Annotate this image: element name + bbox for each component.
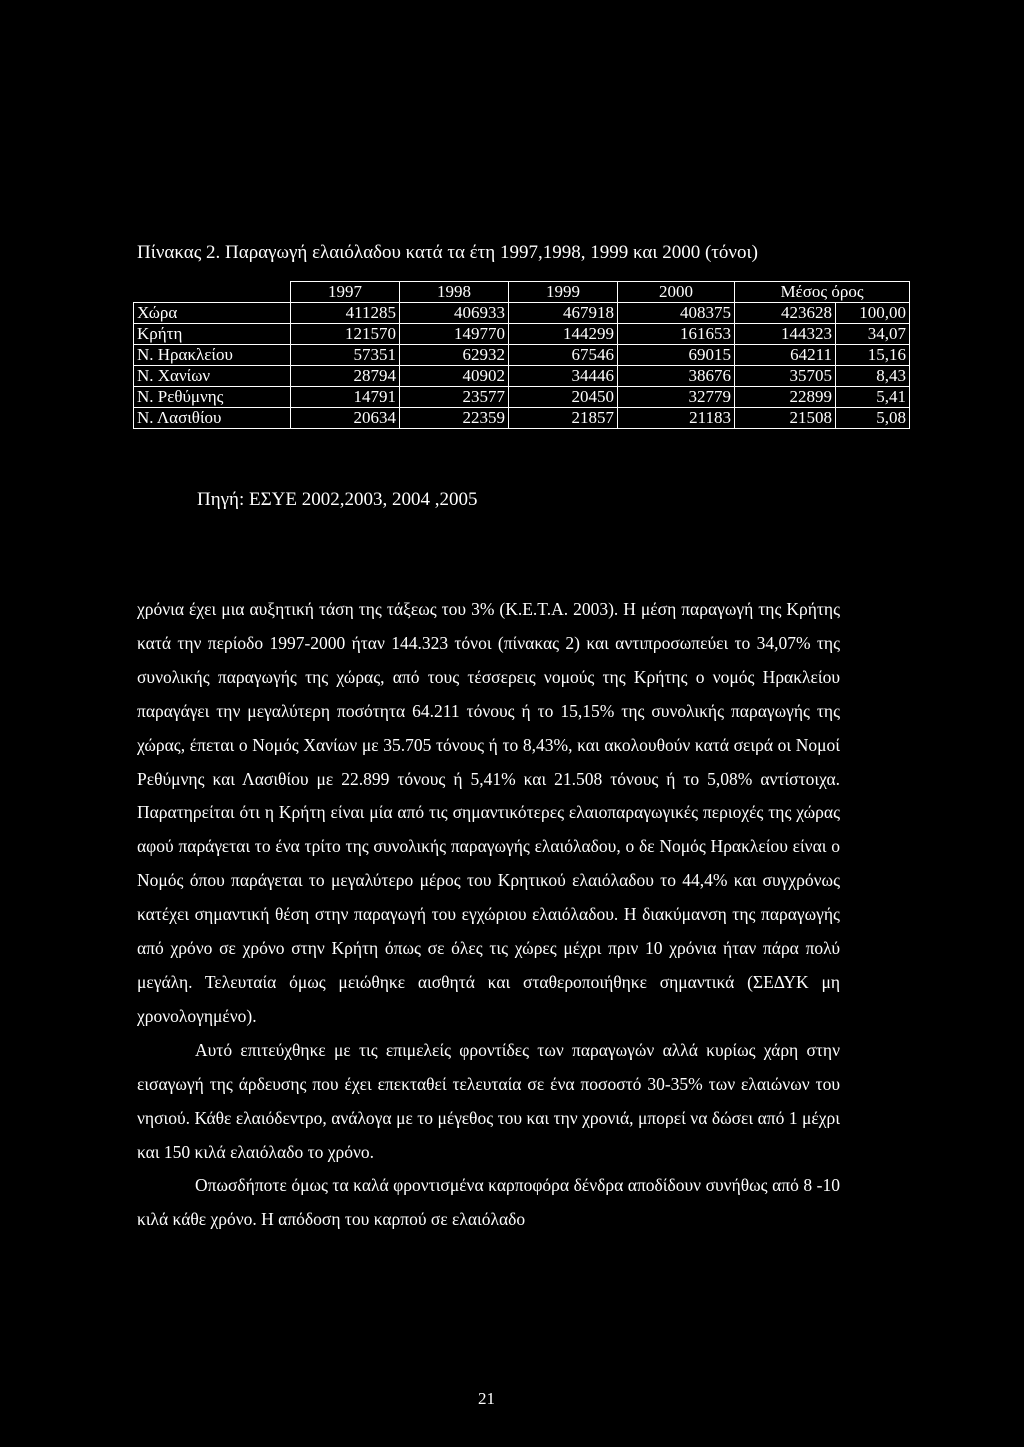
row-label: Ν. Ηρακλείου (134, 345, 291, 366)
table-row (134, 366, 910, 387)
olive-oil-production-table (133, 281, 910, 429)
cell-1997: 28794 (291, 366, 400, 387)
cell-1998: 406933 (400, 303, 509, 324)
header-year-2000: 2000 (618, 282, 735, 303)
cell-percent: 5,41 (836, 387, 910, 408)
row-label: Ν. Χανίων (134, 366, 291, 387)
cell-1999: 34446 (509, 366, 618, 387)
cell-1999: 467918 (509, 303, 618, 324)
cell-1997: 20634 (291, 408, 400, 429)
header-year-1998: 1998 (400, 282, 509, 303)
cell-2000: 21183 (618, 408, 735, 429)
cell-1997: 14791 (291, 387, 400, 408)
cell-average: 64211 (735, 345, 836, 366)
cell-1998: 62932 (400, 345, 509, 366)
table-row (134, 303, 910, 324)
table-source: Πηγή: ΕΣΥΕ 2002,2003, 2004 ,2005 (197, 489, 478, 510)
row-label: Ν. Ρεθύμνης (134, 387, 291, 408)
cell-2000: 38676 (618, 366, 735, 387)
cell-1999: 21857 (509, 408, 618, 429)
cell-average: 423628 (735, 303, 836, 324)
table-header-row (134, 282, 910, 303)
header-year-1997: 1997 (291, 282, 400, 303)
header-year-1999: 1999 (509, 282, 618, 303)
cell-average: 21508 (735, 408, 836, 429)
cell-1997: 121570 (291, 324, 400, 345)
table-row (134, 345, 910, 366)
cell-1998: 40902 (400, 366, 509, 387)
paragraph: Οπωσδήποτε όμως τα καλά φροντισμένα καρποφόρα δένδρα αποδίδουν συνήθως από 8 -10 κιλά κάθε χρόνο. Η απόδοση του καρπού σε ελαιόλαδο (137, 1175, 840, 1230)
cell-percent: 5,08 (836, 408, 910, 429)
paragraph: χρόνια έχει μια αυξητική τάση της τάξεως του 3% (Κ.Ε.Τ.Α. 2003). Η μέση παραγωγή της Κρήτης κατά την περίοδο 1997-2000 ήταν 144.323 τόνοι (πίνακας 2) και αντιπροσωπεύει το 34,07% της συνολικής παραγωγής της χώρας, από τους τέσσερεις νομούς της Κρήτης ο νομός Ηρακλείου παραγάγει την μεγαλύτερη ποσότητα 64.211 τόνους ή το 15,15% της συνολικής παραγωγής της χώρας, έπεται ο Νομός Χανίων με 35.705 τόνους ή το 8,43%, και ακολουθούν κατά σειρά οι Νομοί Ρεθύμνης και Λασιθίου με 22.899 τόνους ή 5,41% και 21.508 τόνους ή το 5,08% αντίστοιχα. Παρατηρείται ότι η Κρήτη είναι μία από τις σημαντικότερες ελαιοπαραγωγικές περιοχές της χώρας αφού παράγεται το ένα τρίτο της συνολικής παραγωγής ελαιόλαδου, ο δε Νομός Ηρακλείου είναι ο Νομός όπου παράγεται το μεγαλύτερο μέρος του Κρητικού ελαιόλαδου το 44,4% και συγχρόνως κατέχει σημαντική θέση στην παραγωγή του εγχώριου ελαιόλαδου. Η διακύμανση της παραγωγής από χρόνο σε χρόνο στην Κρήτη όπως σε όλες τις χώρες μέχρι πριν 10 χρόνια ήταν πάρα πολύ μεγάλη. Τελευταία όμως μειώθηκε αισθητά και σταθεροποιήθηκε σημαντικά (ΣΕΔΥΚ μη χρονολογημένο). (137, 599, 840, 1026)
cell-2000: 161653 (618, 324, 735, 345)
table-row (134, 324, 910, 345)
cell-1998: 149770 (400, 324, 509, 345)
cell-average: 144323 (735, 324, 836, 345)
cell-1998: 23577 (400, 387, 509, 408)
cell-2000: 32779 (618, 387, 735, 408)
cell-1997: 411285 (291, 303, 400, 324)
header-corner-cell (134, 282, 291, 303)
row-label: Χώρα (134, 303, 291, 324)
table-caption: Πίνακας 2. Παραγωγή ελαιόλαδου κατά τα έτη 1997,1998, 1999 και 2000 (τόνοι) (137, 242, 758, 263)
paragraph: Αυτό επιτεύχθηκε με τις επιμελείς φροντίδες των παραγωγών αλλά κυρίως χάρη στην εισαγωγή της άρδευσης που έχει επεκταθεί τελευταία σε ένα ποσοστό 30-35% των ελαιώνων του νησιού. Κάθε ελαιόδεντρο, ανάλογα με το μέγεθος του και την χρονιά, μπορεί να δώσει από 1 μέχρι και 150 κιλά ελαιόλαδο το χρόνο. (137, 1039, 840, 1162)
cell-average: 22899 (735, 387, 836, 408)
page-number: 21 (478, 1389, 495, 1408)
cell-1997: 57351 (291, 345, 400, 366)
header-average: Μέσος όρος (735, 282, 910, 303)
cell-2000: 408375 (618, 303, 735, 324)
cell-percent: 100,00 (836, 303, 910, 324)
cell-percent: 8,43 (836, 366, 910, 387)
cell-percent: 34,07 (836, 324, 910, 345)
cell-1999: 20450 (509, 387, 618, 408)
table-row (134, 408, 910, 429)
cell-1999: 144299 (509, 324, 618, 345)
table-row (134, 387, 910, 408)
row-label: Κρήτη (134, 324, 291, 345)
row-label: Ν. Λασιθίου (134, 408, 291, 429)
cell-1999: 67546 (509, 345, 618, 366)
body-text (137, 593, 840, 1237)
cell-average: 35705 (735, 366, 836, 387)
cell-percent: 15,16 (836, 345, 910, 366)
cell-1998: 22359 (400, 408, 509, 429)
cell-2000: 69015 (618, 345, 735, 366)
